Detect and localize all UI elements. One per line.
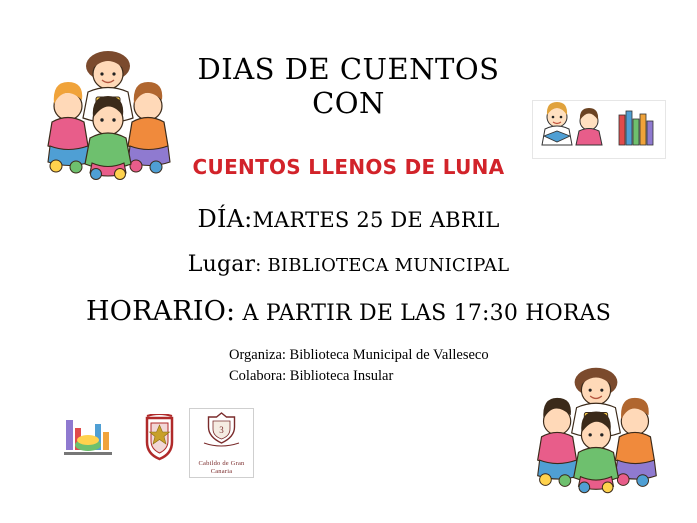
poster-subtitle: CUENTOS LLENOS DE LUNA [192,155,505,179]
heraldic-shield-logo [143,414,176,462]
credits-block [229,345,569,387]
poster-title [0,52,697,120]
organiza-line: Organiza: Biblioteca Municipal de Valleseco [229,347,489,363]
title-line-1: DIAS DE CUENTOS [197,52,500,86]
title-line-2: CON [312,86,385,121]
event-place-value: : BIBLIOTECA MUNICIPAL [255,255,510,276]
stacked-books-logo [62,414,114,460]
event-date-label: DÍA: [197,205,253,233]
cabildo-crest-icon [191,409,252,453]
event-place-line [0,252,697,277]
event-date-value: MARTES 25 DE ABRIL [252,208,500,232]
event-place-label: Lugar [187,252,256,277]
event-time-label: HORARIO: [86,296,236,327]
event-date-line [0,205,697,233]
svg-text:3: 3 [219,425,224,435]
cabildo-gran-canaria-logo [189,408,254,478]
event-time-value: A PARTIR DE LAS 17:30 HORAS [242,301,611,326]
colabora-line: Colabora: Biblioteca Insular [229,368,394,385]
event-time-line [0,296,697,327]
cabildo-logo-text: Cabildo de Gran Canaria [198,460,245,476]
children-circle-illustration-bottom-right [526,366,666,494]
